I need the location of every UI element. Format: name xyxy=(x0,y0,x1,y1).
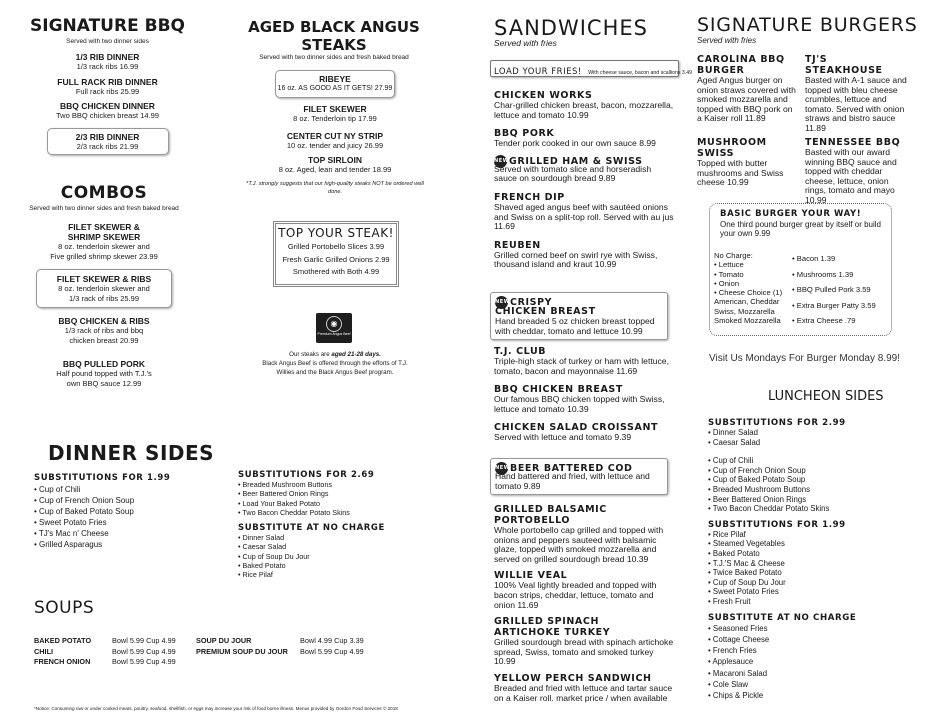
item-name: GRILLED SPINACH xyxy=(494,616,600,628)
list-item: • Sweet Potato Fries xyxy=(34,517,224,528)
menu-item xyxy=(240,104,430,124)
item-name: RIBEYE xyxy=(319,74,351,84)
menu-item xyxy=(240,131,430,151)
list-item: • Breaded Mushroom Buttons xyxy=(708,485,908,495)
item-desc: 8 oz. Tenderloin tip 17.99 xyxy=(293,114,377,123)
menu-item xyxy=(494,192,674,232)
item-name: CHICKEN WORKS xyxy=(494,90,593,101)
list-item: • Cup of French Onion Soup xyxy=(34,495,224,506)
item-name: BBQ PORK xyxy=(494,128,555,140)
soup-price: Bowl 5.99 Cup 4.99 xyxy=(112,636,176,645)
item-desc: Served with tomato slice and horseradish sauce on sourdough bread 9.89 xyxy=(494,163,652,184)
signature-bbq-subtitle: Served with two dinner sides xyxy=(66,38,149,45)
list-item: • Baked Potato xyxy=(238,561,438,570)
item-desc: 8 oz. tenderloin skewer and xyxy=(58,242,150,251)
soups-title: SOUPS xyxy=(34,598,95,618)
premium-angus-logo xyxy=(316,313,352,343)
menu-item xyxy=(14,222,194,261)
list-item: • French Fries xyxy=(708,645,908,656)
list-item: • Rice Pilaf xyxy=(238,570,438,579)
addons-list xyxy=(792,251,888,329)
combos-subtitle: Served with two dinner sides and fresh baked bread xyxy=(29,205,179,212)
sides-list xyxy=(238,480,438,517)
list-item: • Chips & Pickle xyxy=(708,690,908,701)
item-name: FILET SKEWER xyxy=(303,104,367,114)
item-name: YELLOW PERCH SANDWICH xyxy=(494,672,652,684)
list-item: • Caesar Salad xyxy=(238,542,438,551)
list-item: • Twice Baked Potato xyxy=(708,568,908,578)
footer-note: *Notice: Consuming raw or under cooked meats, poultry, seafood, shellfish, or eggs may increase your risk of food borne illness. Menus provided by Gordon Food Services © 2018 xyxy=(34,706,398,711)
sides-list xyxy=(238,533,438,579)
top-your-steak-title: TOP YOUR STEAK! xyxy=(278,226,394,240)
item-name: ARTICHOKE TURKEY xyxy=(494,627,611,639)
item-desc: Basted with A-1 sauce and topped with bleu cheese crumbles, lettuce and tomato. Served with onion straws and bistro sauce 11.89 xyxy=(805,75,907,133)
no-charge-list xyxy=(714,251,794,325)
item-desc: 10 oz. tender and juicy 26.99 xyxy=(286,140,384,150)
list-item: • Beer Battered Onion Rings xyxy=(708,495,908,505)
list-item: • Cup of Chili xyxy=(708,456,908,466)
soup-row xyxy=(196,647,396,658)
item-desc: Two BBQ chicken breast 14.99 xyxy=(56,111,159,120)
menu-item xyxy=(20,77,195,97)
combos-section xyxy=(14,183,194,388)
featured-item-box xyxy=(490,458,668,495)
item-desc: Our famous BBQ chicken topped with Swiss, lettuce and tomato 10.39 xyxy=(494,394,665,414)
new-badge-icon: NEW xyxy=(495,462,508,475)
sides-list xyxy=(708,530,908,607)
soup-price: Bowl 5.99 Cup 4.99 xyxy=(112,646,176,656)
steaks-section xyxy=(222,18,446,62)
sides-list xyxy=(708,456,908,514)
soups-left xyxy=(34,636,194,668)
item-name: CAROLINA BBQ xyxy=(697,54,785,65)
menu-item xyxy=(14,359,194,388)
load-your-fries-box xyxy=(490,60,693,77)
item-name: REUBEN xyxy=(494,239,541,251)
soup-row xyxy=(34,636,194,647)
burger-item xyxy=(697,54,799,124)
menu-item xyxy=(494,240,674,270)
item-desc: Grilled corned beef on swirl rye with Swiss, thousand island and kraut 10.99 xyxy=(494,249,658,270)
item-desc: Topped with butter mushrooms and Swiss cheese 10.99 xyxy=(697,158,784,188)
list-item: • Mushrooms 1.39 xyxy=(792,267,888,283)
item-desc: 16 oz. AS GOOD AS IT GETS! 27.99 xyxy=(277,85,393,92)
soup-name: BAKED POTATO xyxy=(34,636,92,645)
burger-item xyxy=(805,137,907,206)
soup-name: PREMIUM SOUP DU JOUR xyxy=(196,646,288,656)
list-item: • Lettuce xyxy=(714,260,794,269)
topping-item: Fresh Garlic Grilled Onions 2.99 xyxy=(282,254,390,264)
item-name: 2/3 RIB DINNER xyxy=(75,131,140,142)
list-item: • Cole Slaw xyxy=(708,679,908,690)
list-item: • Cup of Baked Potato Soup xyxy=(34,506,224,517)
menu-item xyxy=(494,90,674,120)
item-name: FILET SKEWER & RIBS xyxy=(56,274,152,284)
new-badge-icon: NEW xyxy=(495,296,508,309)
luncheon-sides-list xyxy=(708,418,908,702)
item-name: CENTER CUT NY STRIP xyxy=(286,130,384,141)
featured-item-box xyxy=(490,292,668,340)
menu-item xyxy=(494,673,674,703)
sandwiches-header xyxy=(494,16,648,48)
sides-list xyxy=(708,428,908,447)
list-item: • Bacon 1.39 xyxy=(792,251,888,267)
burger-item xyxy=(805,54,907,134)
list-item: • Cheese Choice (1) xyxy=(714,288,794,297)
combos-title: COMBOS xyxy=(60,183,148,203)
aged-days: aged 21-28 days. xyxy=(331,351,381,358)
sides-list xyxy=(34,484,224,550)
steaks-title: AGED BLACK ANGUS STEAKS xyxy=(248,18,420,54)
list-item: • Onion xyxy=(714,279,794,288)
dinner-sides-title: DINNER SIDES xyxy=(48,441,215,465)
sandwich-list xyxy=(494,90,674,270)
item-desc: Full rack ribs 25.99 xyxy=(75,86,140,96)
list-item: • Dinner Salad xyxy=(708,428,908,438)
menu-item xyxy=(20,101,195,121)
item-name: SHRIMP SKEWER xyxy=(67,232,141,242)
item-desc: 2/3 rack ribs 21.99 xyxy=(76,141,139,151)
item-desc: 8 oz. tenderloin skewer and xyxy=(58,284,150,293)
soups-right xyxy=(196,636,396,657)
burger-item xyxy=(697,137,799,188)
soup-price: Bowl 5.99 Cup 4.99 xyxy=(112,657,176,666)
list-item: • Beer Battered Onion Rings xyxy=(238,489,438,498)
item-name: BBQ PULLED PORK xyxy=(62,359,146,369)
featured-item-box xyxy=(275,70,395,98)
list-item: • Caesar Salad xyxy=(708,438,908,448)
topping-item: Grilled Portobello Slices 3.99 xyxy=(287,242,385,251)
soup-row xyxy=(34,647,194,658)
basic-burger-desc: One third pound burger great by itself or build your own 9.99 xyxy=(720,220,881,238)
list-item: • BBQ Pulled Pork 3.59 xyxy=(792,282,888,298)
list-item: • T.J.'S Mac & Cheese xyxy=(708,559,908,569)
load-fries-title: LOAD YOUR FRIES! xyxy=(494,67,582,77)
list-item: • Rice Pilaf xyxy=(708,530,908,540)
soup-row xyxy=(34,657,194,668)
list-item: • Grilled Asparagus xyxy=(34,539,224,550)
item-name: FULL RACK RIB DINNER xyxy=(57,76,158,87)
item-name: TOP SIRLOIN xyxy=(307,155,362,165)
item-name: MUSHROOM SWISS xyxy=(697,137,767,159)
menu-item xyxy=(494,616,674,667)
item-desc: 8 oz. Aged, lean and tender 18.99 xyxy=(278,165,392,174)
aged-text: Our steaks are xyxy=(289,351,332,358)
featured-item-box xyxy=(47,128,169,156)
menu-item xyxy=(494,422,674,443)
cheese-options: American, Cheddar Swiss, Mozzarella Smoked Mozzarella xyxy=(714,297,781,326)
item-desc: Shaved aged angus beef with sautéed onions and Swiss on a split-top roll. Served with au jus 11.69 xyxy=(494,201,674,232)
list-item: • Extra Cheese .79 xyxy=(792,313,888,329)
section-subheading: SUBSTITUTIONS FOR 2.69 xyxy=(238,470,375,480)
steak-note: *T.J. strongly suggests that our high-quality steaks NOT be ordered well done. xyxy=(246,180,424,195)
dinner-sides-col1 xyxy=(34,473,224,550)
section-subheading: SUBSTITUTIONS FOR 1.99 xyxy=(34,473,171,483)
list-item: • Two Bacon Cheddar Potato Skins xyxy=(708,504,908,514)
sides-list xyxy=(708,623,908,702)
item-desc: Breaded and fried with lettuce and tartar sauce on a Kaiser roll. market price / when available xyxy=(494,682,673,703)
item-desc: Half pound topped with T.J.'s xyxy=(56,369,152,378)
item-desc: Basted with our award winning BBQ sauce and topped with cheddar cheese, lettuce, onion rings, tomato and mayo 10.99 xyxy=(805,147,897,205)
item-desc: 1/3 rack of ribs 25.99 xyxy=(68,293,140,303)
item-desc: Hand battered and fried, with lettuce and tomato 9.89 xyxy=(495,471,650,491)
burgers-title: SIGNATURE BURGERS xyxy=(697,14,918,36)
sandwiches-subtitle: Served with fries xyxy=(494,38,557,48)
item-name: GRILLED BALSAMIC PORTOBELLO xyxy=(494,504,607,526)
signature-bbq-title: SIGNATURE BBQ xyxy=(30,16,185,36)
menu-item xyxy=(240,155,430,175)
burgers-subtitle: Served with fries xyxy=(697,36,757,45)
item-name: 1/3 RIB DINNER xyxy=(75,52,140,62)
featured-item-box xyxy=(36,269,172,308)
section-subheading: SUBSTITUTIONS FOR 2.99 xyxy=(708,418,846,428)
list-item: • Dinner Salad xyxy=(238,533,438,542)
item-desc: Grilled sourdough bread with spinach artichoke spread, Swiss, tomato and smoked turkey 10.99 xyxy=(494,637,674,667)
item-name: CRISPY xyxy=(510,297,553,308)
steaks-subtitle: Served with two dinner sides and fresh baked bread xyxy=(259,54,409,61)
item-name: BURGER xyxy=(697,65,745,76)
item-desc: 100% Veal lightly breaded and topped with bacon strips, cheddar, lettuce, tomato and onion 11.69 xyxy=(494,580,657,610)
item-name: GRILLED HAM & SWISS xyxy=(509,155,643,167)
no-charge-heading: No Charge: xyxy=(714,251,753,260)
logo-text: Premium Angus Beef xyxy=(317,332,351,336)
list-item: • Cup of Soup Du Jour xyxy=(708,578,908,588)
list-item: • Sweet Potato Fries xyxy=(708,587,908,597)
menu-item xyxy=(494,155,674,184)
item-desc: Aged Angus burger on onion straws covered with smoked mozzarella and topped with BBQ pork on a Kaiser roll 11.89 xyxy=(697,75,796,124)
aged-text: Willies and the Black Angus Beef program. xyxy=(276,369,394,376)
menu-item xyxy=(494,504,674,564)
list-item: • Cup of Soup Du Jour xyxy=(238,552,438,561)
aged-info xyxy=(250,350,420,377)
section-subheading: SUBSTITUTE AT NO CHARGE xyxy=(708,612,857,623)
topping-item: Smothered with Both 4.99 xyxy=(292,267,380,276)
load-fries-desc: With cheese sauce, bacon and scallions 3.49 xyxy=(588,70,693,76)
section-subheading: SUBSTITUTE AT NO CHARGE xyxy=(238,523,385,534)
menu-item xyxy=(494,384,674,414)
item-name: BEER BATTERED COD xyxy=(510,463,633,474)
soup-name: CHILI xyxy=(34,646,54,656)
burger-monday: Visit Us Mondays For Burger Monday 8.99! xyxy=(709,353,901,364)
menu-item xyxy=(494,128,674,149)
menu-item xyxy=(14,316,194,345)
list-item: • Cup of Chili xyxy=(34,484,224,495)
sandwiches-title: SANDWICHES xyxy=(494,16,648,40)
item-desc: Hand breaded 5 oz chicken breast topped with cheddar, tomato and lettuce 10.99 xyxy=(495,316,655,336)
soup-price: Bowl 5.99 Cup 4.99 xyxy=(300,646,364,656)
sandwich-list xyxy=(494,346,674,443)
list-item: • Steamed Vegetables xyxy=(708,539,908,549)
item-name: TJ'S STEAKHOUSE xyxy=(805,54,883,76)
item-name: TENNESSEE BBQ xyxy=(805,137,901,148)
list-item: • TJ's Mac n' Cheese xyxy=(34,528,224,539)
list-item: • Cup of French Onion Soup xyxy=(708,466,908,476)
list-item: • Cottage Cheese xyxy=(708,634,908,645)
item-desc: own BBQ sauce 12.99 xyxy=(66,378,142,388)
soup-price: Bowl 4.99 Cup 3.39 xyxy=(300,636,364,645)
item-desc: Triple-high stack of turkey or ham with lettuce, tomato, bacon and mayonnaise 11.69 xyxy=(494,356,669,376)
new-badge-icon: NEW xyxy=(494,155,507,168)
menu-item xyxy=(494,346,674,376)
basic-burger-box xyxy=(709,203,892,336)
menu-item xyxy=(494,570,674,610)
list-item: • Seasoned Fries xyxy=(708,623,908,634)
item-desc: Served with lettuce and tomato 9.39 xyxy=(494,432,632,443)
item-desc: Whole portobello cap grilled and topped with onions and peppers sauteed with balsamic glaze, topped with smoked mozzarella and served on grilled sourdough bread 10.39 xyxy=(494,525,664,564)
menu-item xyxy=(20,52,195,72)
soup-name: FRENCH ONION xyxy=(34,657,91,666)
list-item: • Breaded Mushroom Buttons xyxy=(238,480,438,489)
burgers-header xyxy=(697,14,918,45)
item-name: T.J. CLUB xyxy=(494,346,547,357)
steaks-list xyxy=(240,104,430,196)
section-subheading: SUBSTITUTIONS FOR 1.99 xyxy=(708,519,846,530)
item-name: FILET SKEWER & xyxy=(68,222,140,232)
list-item: • Load Your Baked Potato xyxy=(238,499,438,508)
list-item: • Two Bacon Cheddar Potato Skins xyxy=(238,508,438,517)
options-list xyxy=(792,251,888,329)
list-item: • Applesauce xyxy=(708,656,908,667)
item-desc: Tender pork cooked in our own sauce 8.99 xyxy=(494,138,656,149)
item-desc: Char-grilled chicken breast, bacon, mozzarella, lettuce and tomato 10.99 xyxy=(494,100,674,120)
item-name: FRENCH DIP xyxy=(494,191,565,203)
top-your-steak-box xyxy=(273,221,399,287)
item-name: BBQ CHICKEN DINNER xyxy=(60,101,155,111)
list-item: • Tomato xyxy=(714,270,794,279)
list-item: • Fresh Fruit xyxy=(708,597,908,607)
bull-icon: ◉ xyxy=(326,316,342,332)
list-item: • Baked Potato xyxy=(708,549,908,559)
list-item: • Extra Burger Patty 3.59 xyxy=(792,298,888,314)
item-desc: 1/3 rack ribs 16.99 xyxy=(76,62,139,71)
item-name: WILLIE VEAL xyxy=(494,570,568,582)
item-name: BBQ CHICKEN BREAST xyxy=(494,384,623,396)
item-desc: chicken breast 20.99 xyxy=(69,335,139,345)
item-name: CHICKEN BREAST xyxy=(495,306,596,317)
sandwich-list xyxy=(494,504,674,703)
item-desc: Five grilled shrimp skewer 23.99 xyxy=(50,251,158,261)
item-name: BBQ CHICKEN & RIBS xyxy=(58,316,150,326)
aged-text: Black Angus Beef is offered through the efforts of T.J. xyxy=(262,360,408,367)
options-list xyxy=(714,260,794,297)
list-item: • Macaroni Salad xyxy=(708,668,908,679)
luncheon-sides-title: LUNCHEON SIDES xyxy=(768,389,884,404)
item-name: CHICKEN SALAD CROISSANT xyxy=(494,422,659,434)
signature-bbq-section xyxy=(20,16,195,155)
item-desc: 1/3 rack of ribs and bbq xyxy=(64,326,144,335)
soup-name: SOUP DU JOUR xyxy=(196,636,252,645)
list-item: • Cup of Baked Potato Soup xyxy=(708,475,908,485)
dinner-sides-col2 xyxy=(238,470,438,580)
soup-row xyxy=(196,636,396,647)
basic-burger-title: BASIC BURGER YOUR WAY! xyxy=(720,209,862,219)
